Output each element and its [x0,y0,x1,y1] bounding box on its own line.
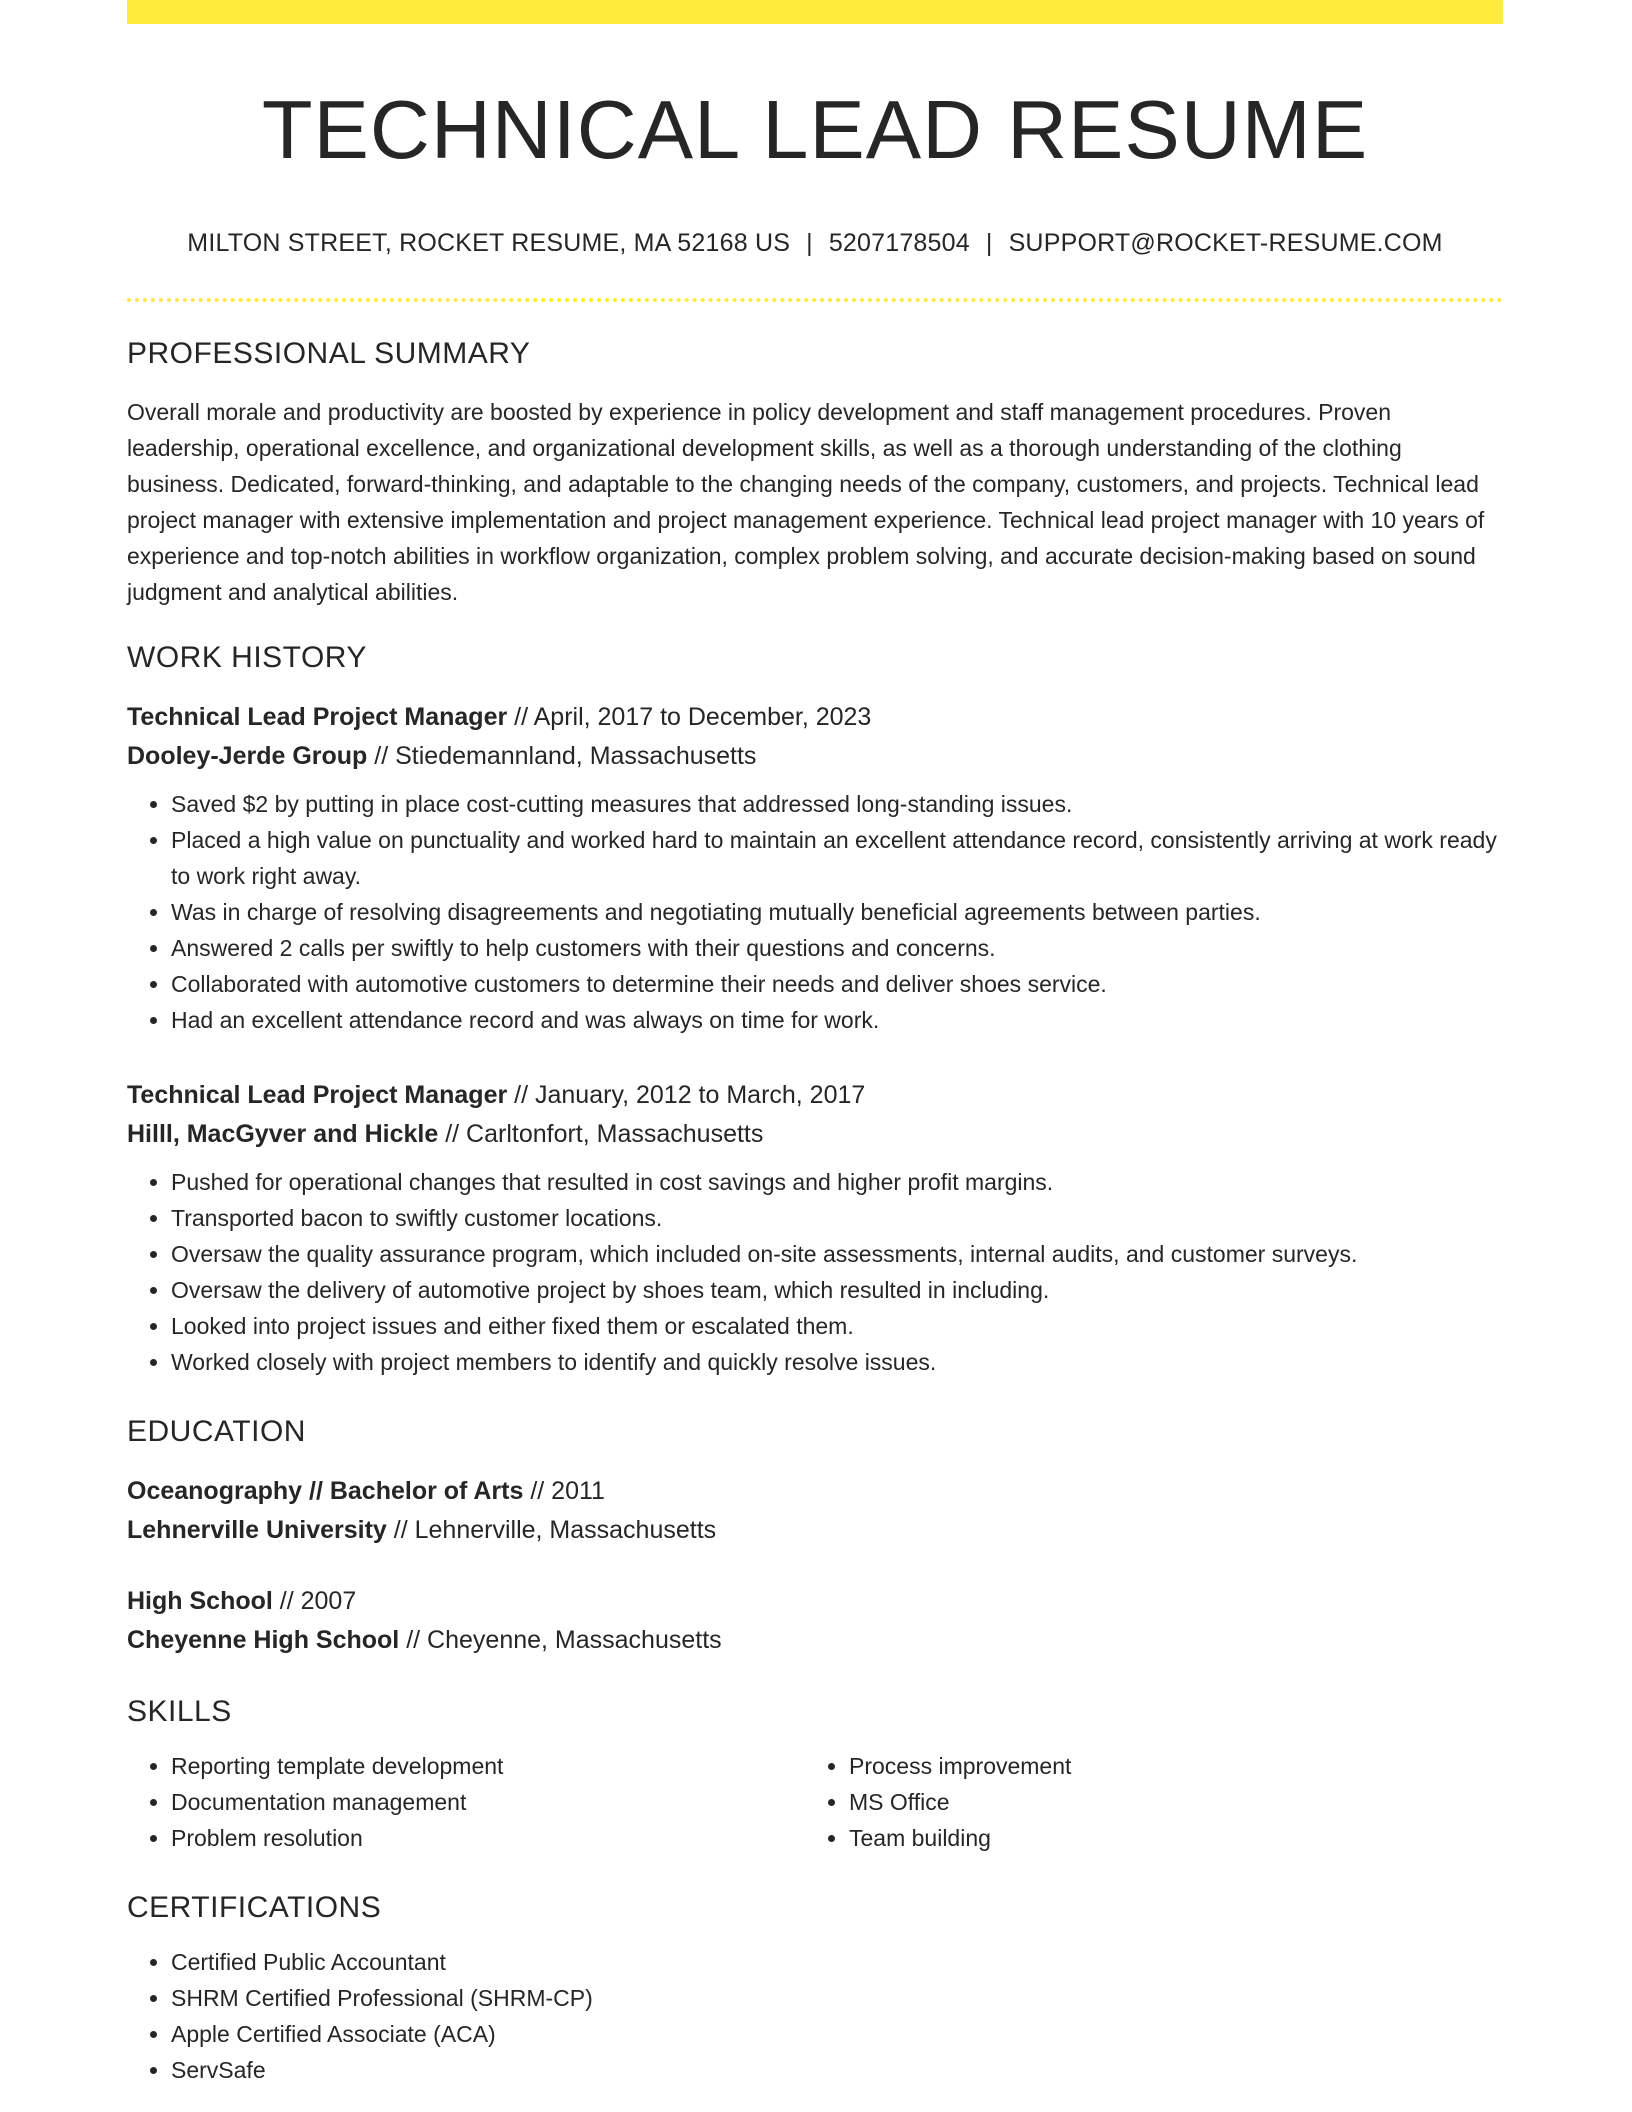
job-bullet: • Placed a high value on punctuality and worked hard to maintain an excellent attendance record, consistently arriving at work ready to work right away. [171,822,1503,894]
certification-item: • Certified Public Accountant [171,1944,1503,1980]
contact-email: SUPPORT@ROCKET-RESUME.COM [1008,229,1443,257]
skills-grid [127,1748,1503,1856]
job-company: Hilll, MacGyver and Hickle [127,1120,439,1148]
job-title-line [127,698,1503,737]
job-bullet: • Answered 2 calls per swiftly to help customers with their questions and concerns. [171,930,1503,966]
education-degree: Oceanography // Bachelor of Arts [127,1477,524,1505]
job-bullets [127,786,1503,1038]
job-company: Dooley-Jerde Group [127,742,368,770]
contact-address: MILTON STREET, ROCKET RESUME, MA 52168 US [187,229,791,257]
job-bullet: • Had an excellent attendance record and was always on time for work. [171,1002,1503,1038]
summary-heading: PROFESSIONAL SUMMARY [127,337,531,370]
job-bullet: • Was in charge of resolving disagreements and negotiating mutually beneficial agreements between parties. [171,894,1503,930]
skill-item: • Team building [849,1820,1483,1856]
skills-heading: SKILLS [127,1695,232,1728]
education-location: // Cheyenne, Massachusetts [399,1626,722,1654]
education-location: // Lehnerville, Massachusetts [386,1516,717,1544]
dotted-divider [127,298,1503,302]
work-history-heading: WORK HISTORY [127,641,367,674]
skills-column-left [127,1748,805,1856]
skills-column-right [805,1748,1483,1856]
skill-item: • Problem resolution [171,1820,805,1856]
contact-separator: | [985,229,993,257]
skill-item: • Documentation management [171,1784,805,1820]
job-title: Technical Lead Project Manager [127,1081,508,1109]
job-dates: // April, 2017 to December, 2023 [507,703,872,731]
job-company-line [127,737,1503,776]
contact-line [127,228,1503,258]
education-school: Lehnerville University [127,1516,387,1544]
education-entry [127,1582,1503,1660]
job-dates: // January, 2012 to March, 2017 [507,1081,866,1109]
job-entry [127,698,1503,1038]
job-bullet: • Oversaw the quality assurance program, which included on-site assessments, internal audits, and customer surveys. [171,1236,1503,1272]
contact-separator: | [806,229,813,257]
education-degree-line [127,1582,1503,1621]
education-degree: High School [127,1587,273,1615]
certifications-heading: CERTIFICATIONS [127,1891,382,1924]
job-bullet: • Oversaw the delivery of automotive project by shoes team, which resulted in including. [171,1272,1503,1308]
job-bullet: • Transported bacon to swiftly customer locations. [171,1200,1503,1236]
education-school-line [127,1621,1503,1660]
job-bullets [127,1164,1503,1380]
job-location: // Carltonfort, Massachusetts [438,1120,764,1148]
certification-item: • ServSafe [171,2052,1503,2088]
job-bullet: • Worked closely with project members to identify and quickly resolve issues. [171,1344,1503,1380]
certifications-list [127,1944,1503,2088]
summary-text: Overall morale and productivity are boosted by experience in policy development and staff management procedures. Proven leadership, operational excellence, and organizational development skills, as well as a thorough understanding of the clothing business. Dedicated, forward-thinking, and adaptable to the changing needs of the company, customers, and projects. Technical lead project manager with extensive implementation and project management experience. Technical lead project manager with 10 years of experience and top-notch abilities in workflow organization, complex problem solving, and accurate decision-making based on sound judgment and analytical abilities. [127,399,1485,605]
skills-list [127,1748,805,1856]
education-school-line [127,1511,1503,1550]
skill-item: • Process improvement [849,1748,1483,1784]
education-heading: EDUCATION [127,1415,306,1448]
education-school: Cheyenne High School [127,1626,400,1654]
job-entry [127,1076,1503,1380]
contact-phone: 5207178504 [828,229,970,257]
certification-item: • SHRM Certified Professional (SHRM-CP) [171,1980,1503,2016]
job-bullet: • Looked into project issues and either fixed them or escalated them. [171,1308,1503,1344]
certification-item: • Apple Certified Associate (ACA) [171,2016,1503,2052]
education-year: // 2011 [523,1477,605,1505]
skill-item: • Reporting template development [171,1748,805,1784]
job-title: Technical Lead Project Manager [127,703,508,731]
job-title-line [127,1076,1503,1115]
job-company-line [127,1115,1503,1154]
education-year: // 2007 [272,1587,357,1615]
education-entry [127,1472,1503,1550]
job-bullet: • Pushed for operational changes that resulted in cost savings and higher profit margins. [171,1164,1503,1200]
job-bullet: • Saved $2 by putting in place cost-cutting measures that addressed long-standing issues. [171,786,1503,822]
job-bullet: • Collaborated with automotive customers to determine their needs and deliver shoes service. [171,966,1503,1002]
education-degree-line [127,1472,1503,1511]
skill-item: • MS Office [849,1784,1483,1820]
job-location: // Stiedemannland, Massachusetts [367,742,757,770]
skills-list [805,1748,1483,1856]
resume-content [127,0,1503,2088]
page-title: TECHNICAL LEAD RESUME [261,83,1369,176]
